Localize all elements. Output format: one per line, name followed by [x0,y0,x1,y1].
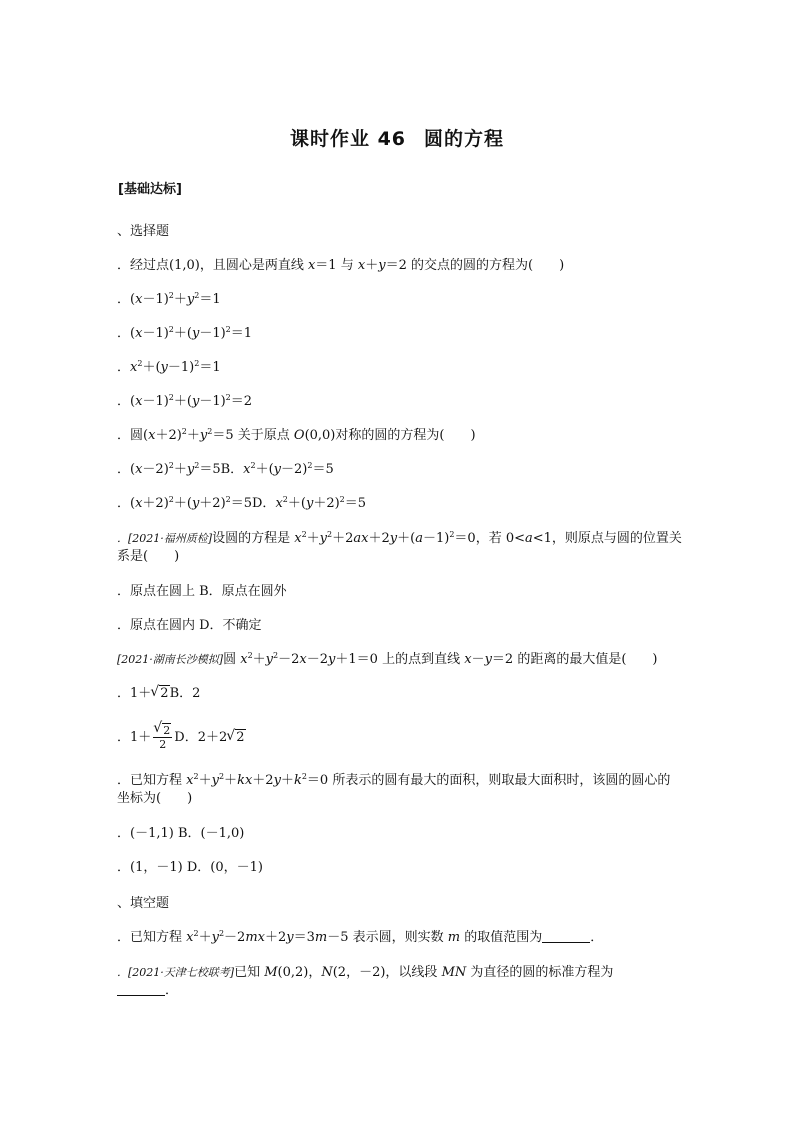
question-5: ．已知方程 $x^2+y^2+kx+2y+k^2=0$ 所表示的圆有最大的面积，则取最大面积时，该圆的圆心的坐标为( ) [117,772,671,806]
part-choice: 、选择题 [117,224,170,239]
option-d[interactable]: ．$(x-1)^2+(y-1)^2=2$ [117,393,253,409]
option-b[interactable]: ．$(x-1)^2+(y-1)^2=1$ [117,325,253,341]
option-ab[interactable]: ．1＋√ 2B．2 [117,686,200,702]
part-fill: 、填空题 [117,896,170,911]
question-6: ．已知方程 $x^2+y^2-2mx+2y=3m-5$ 表示圆，则实数 m 的取值范围为 ． [117,929,604,945]
question-7: ．[2021·天津七校联考]已知 M(0,2)，N(2，－2)，以线段 MN 为直径的圆的标准方程为 ． [117,965,614,998]
option-cd[interactable]: ．$(x+2)^2+(y+2)^2=5D$．$x^2+(y+2)^2=5$ [117,495,367,511]
option-ab[interactable]: ．原点在圆上 B．原点在圆外 [117,584,287,599]
option-cd[interactable]: ．原点在圆内 D．不确定 [117,618,262,633]
question-4: [2021·湖南长沙模拟]圆 $x^2+y^2-2x-2y+1=0$ 上的点到直线 x－y＝2 的距离的最大值是( ) [117,651,658,667]
option-cd[interactable]: ．(1，－1) D．(0，－1) [117,860,263,875]
question-3: ．[2021·福州质检]设圆的方程是 $x^2+y^2+2ax+2y+(a-1)^2=0$，若 0<a<1，则原点与圆的位置关系是( ) [117,530,682,564]
page-title: 课时作业 46 圆的方程 [289,128,505,150]
option-cd[interactable]: ．1＋ √ $\frac{2}{2}$ D．2＋2√ 2 [117,724,246,751]
question-2: ．圆$(x+2)^2+y^2=5$ 关于原点 O(0,0)对称的圆的方程为( ) [117,427,476,443]
option-c[interactable]: ．$x^2+(y-1)^2=1$ [117,359,221,375]
answer-blank[interactable] [542,930,590,943]
option-ab[interactable]: ．(－1,1) B．(－1,0) [117,826,245,841]
section-heading: [基础达标] [118,182,182,197]
question-1: ．经过点(1,0)，且圆心是两直线 x＝1 与 x＋y＝2 的交点的圆的方程为( ) [117,258,565,273]
option-a[interactable]: ．$(x-1)^2+y^2=1$ [117,291,221,307]
option-ab[interactable]: ．$(x-2)^2+y^2=5B$．$x^2+(y-2)^2=5$ [117,461,334,477]
answer-blank[interactable] [117,983,165,996]
